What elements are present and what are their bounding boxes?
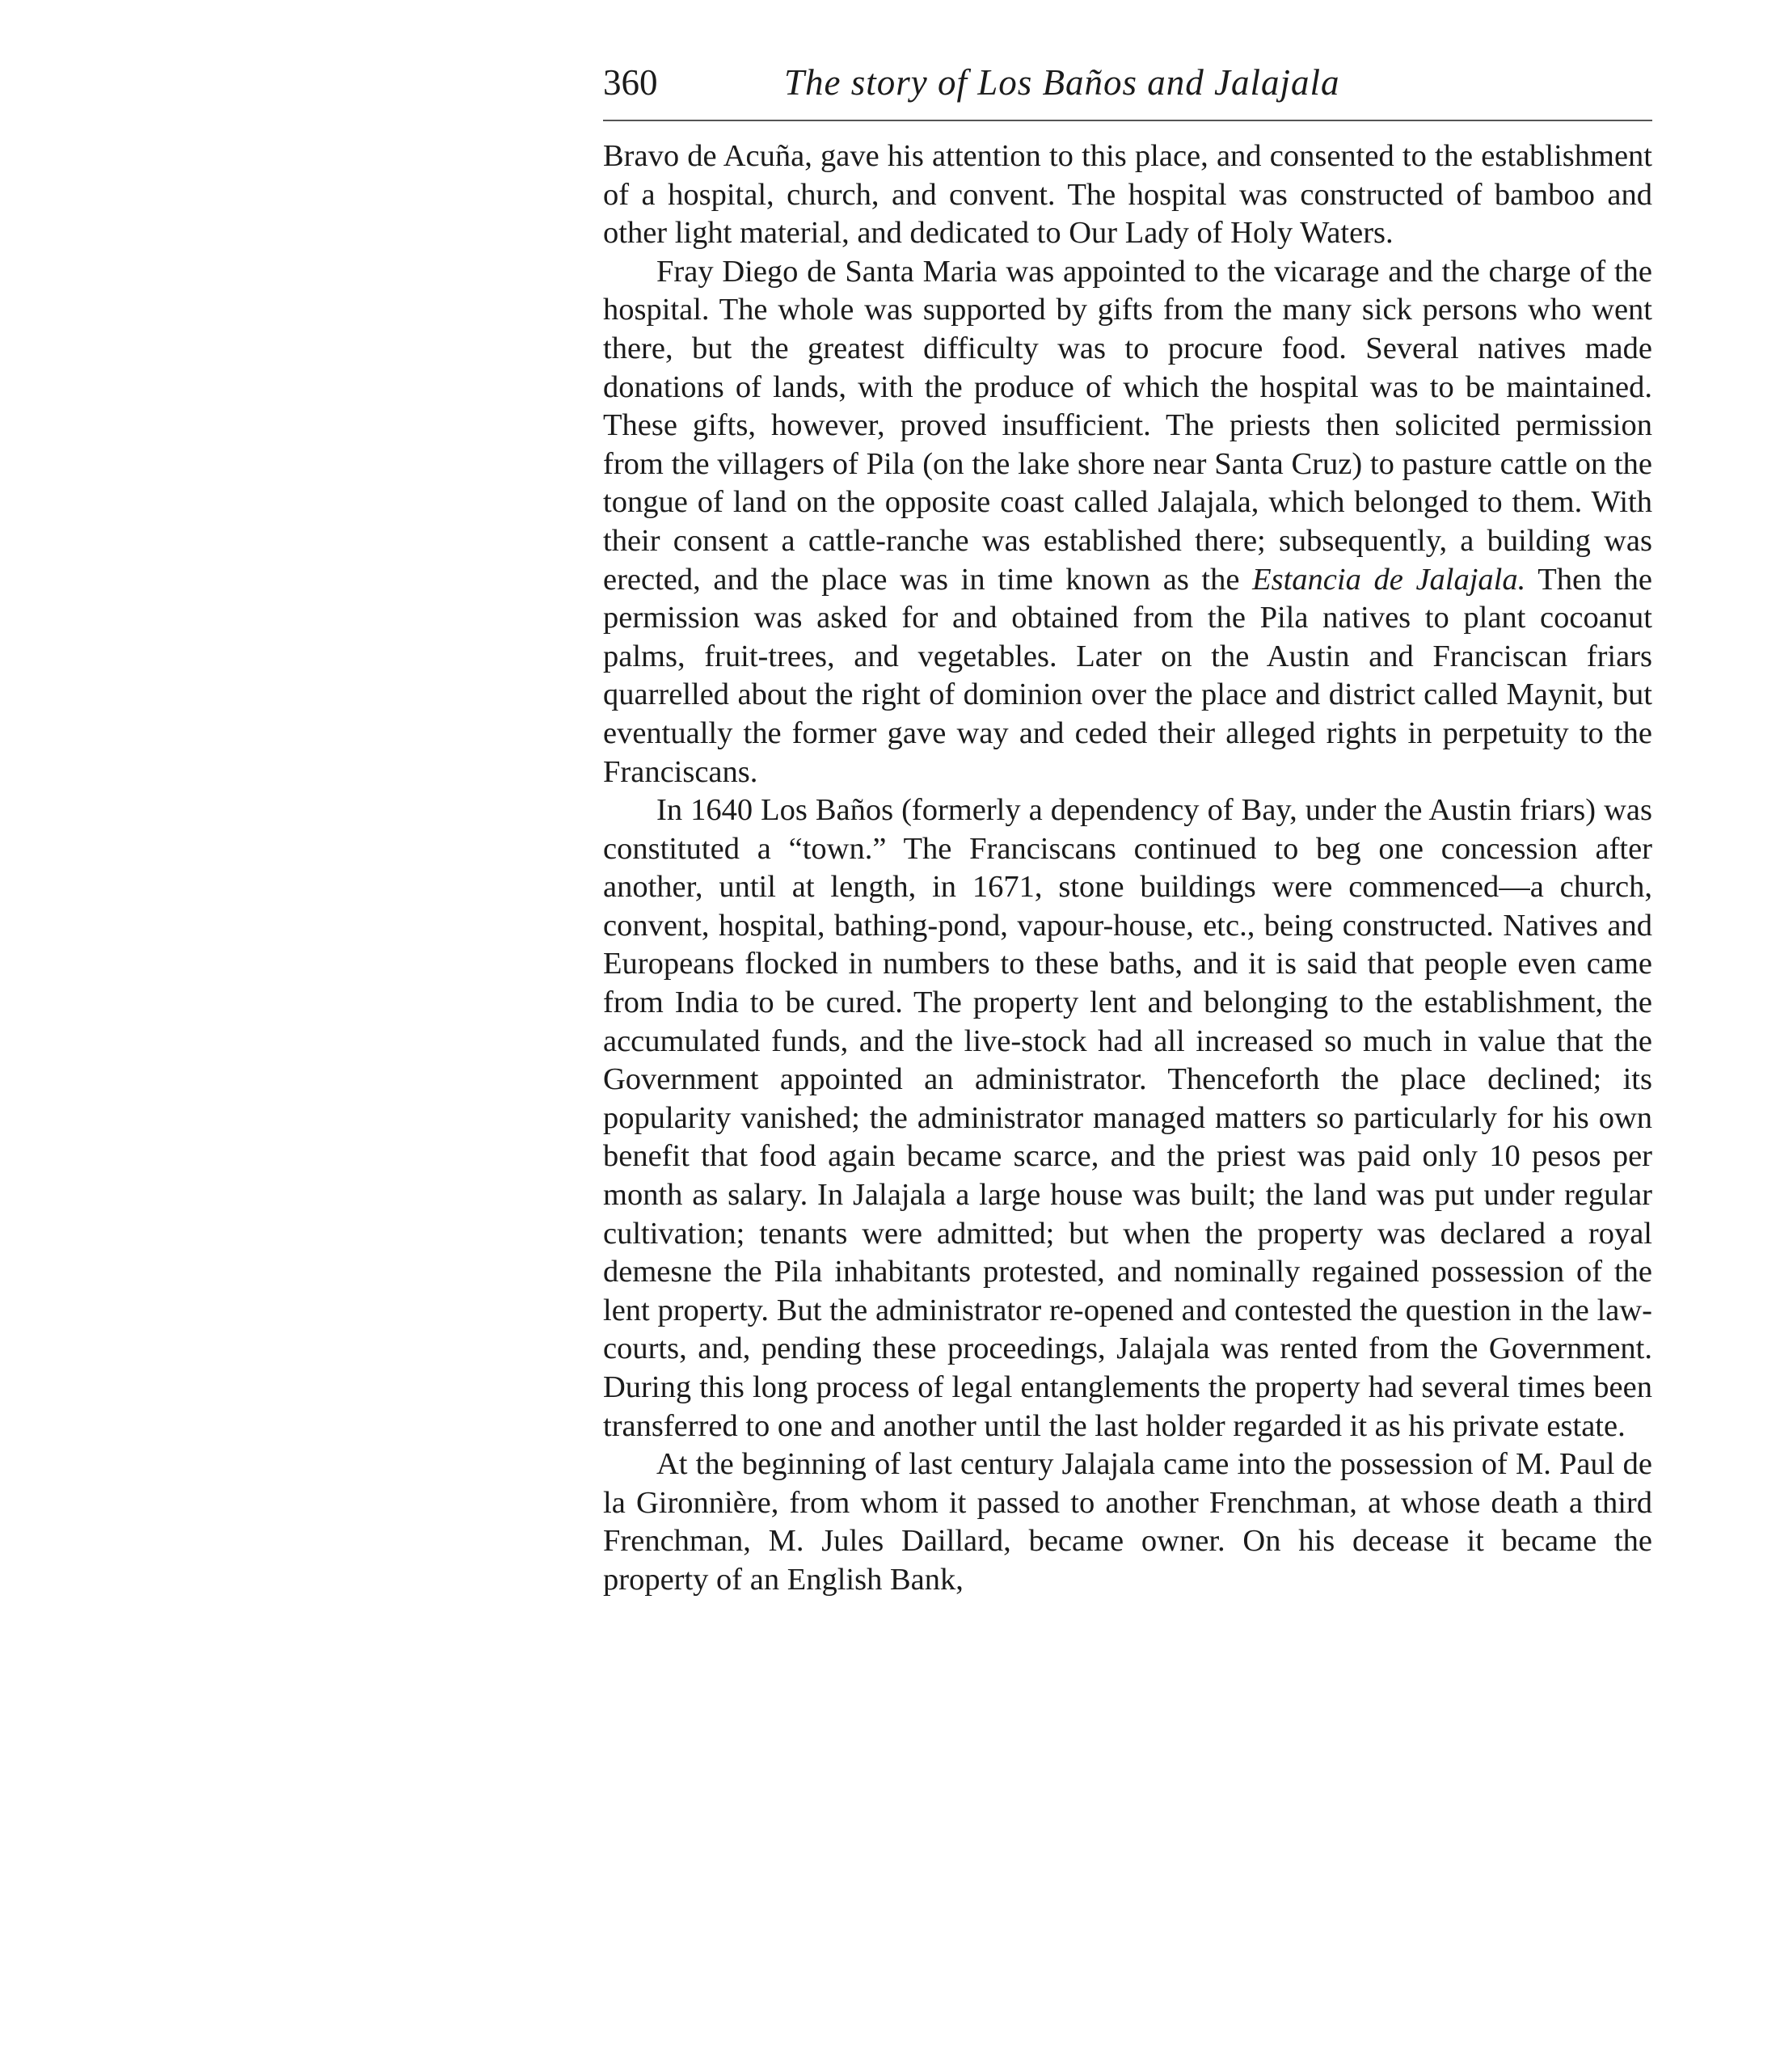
paragraph-text: At the beginning of last century Jalajala came into the possession of M. Paul de la Gironnière, from whom it passed to another Frenchman, at whose death a third Frenchman, M. Jules Daillard, became owner. On his decease it became the property of an English Bank,	[603, 1447, 1652, 1597]
paragraph-1	[603, 137, 1652, 253]
header-rule	[603, 120, 1652, 121]
paragraph-text: Bravo de Acuña, gave his attention to this place, and consented to the establishment of a hospital, church, and convent. The hospital was constructed of bamboo and other light material, and dedicated to Our Lady of Holy Waters.	[603, 139, 1652, 251]
paragraph-text: Then the permission was asked for and obtained from the Pila natives to plant cocoanut palms, fruit-trees, and vegetables. Later on the Austin and Franciscan friars quarrelled about the right of dominion over the place and district called Maynit, but eventually the former gave way and ceded their alleged rights in perpetuity to the Franciscans.	[603, 562, 1652, 789]
book-page	[603, 50, 1652, 1600]
paragraph-text: Fray Diego de Santa Maria was appointed to the vicarage and the charge of the hospital. The whole was supported by gifts from the many sick persons who went there, but the greatest difficulty was to procure food. Several natives made donations of lands, with the produce of which the hospital was to be maintained. These gifts, however, proved insufficient. The priests then solicited permission from the villagers of Pila (on the lake shore near Santa Cruz) to pasture cattle on the tongue of land on the opposite coast called Jalajala, which belonged to them. With their consent a cattle-ranche was established there; subsequently, a building was erected, and the place was in time known as the	[603, 254, 1652, 597]
running-head	[603, 50, 1652, 115]
italic-phrase: Estancia de Jalajala.	[1252, 562, 1526, 597]
paragraph-4	[603, 1445, 1652, 1599]
paragraph-text: In 1640 Los Baños (formerly a dependency of Bay, under the Austin friars) was constituted a “town.” The Franciscans continued to beg one concession after another, until at length, in 1671, stone buildings were commenced—a church, convent, hospital, bathing-pond, vapour-house, etc., being constructed. Natives and Europeans flocked in numbers to these baths, and it is said that people even came from India to be cured. The property lent and belonging to the establishment, the accumulated funds, and the live-stock had all increased so much in value that the Government appointed an administrator. Thenceforth the place declined; its popularity vanished; the administrator managed matters so particularly for his own benefit that food again became scarce, and the priest was paid only 10 pesos per month as salary. In Jalajala a large house was built; the land was put under regular cultivation; tenants were admitted; but when the property was declared a royal demesne the Pila inhabitants protested, and nominally regained possession of the lent property. But the administrator re-opened and contested the question in the law-courts, and, pending these proceedings, Jalajala was rented from the Government. During this long process of legal entanglements the property had several times been transferred to one and another until the last holder regarded it as his private estate.	[603, 793, 1652, 1443]
running-title: The story of Los Baños and Jalajala	[784, 62, 1340, 103]
page-number: 360	[603, 62, 658, 103]
paragraph-2	[603, 253, 1652, 791]
paragraph-3	[603, 791, 1652, 1445]
body-text	[603, 137, 1652, 1600]
